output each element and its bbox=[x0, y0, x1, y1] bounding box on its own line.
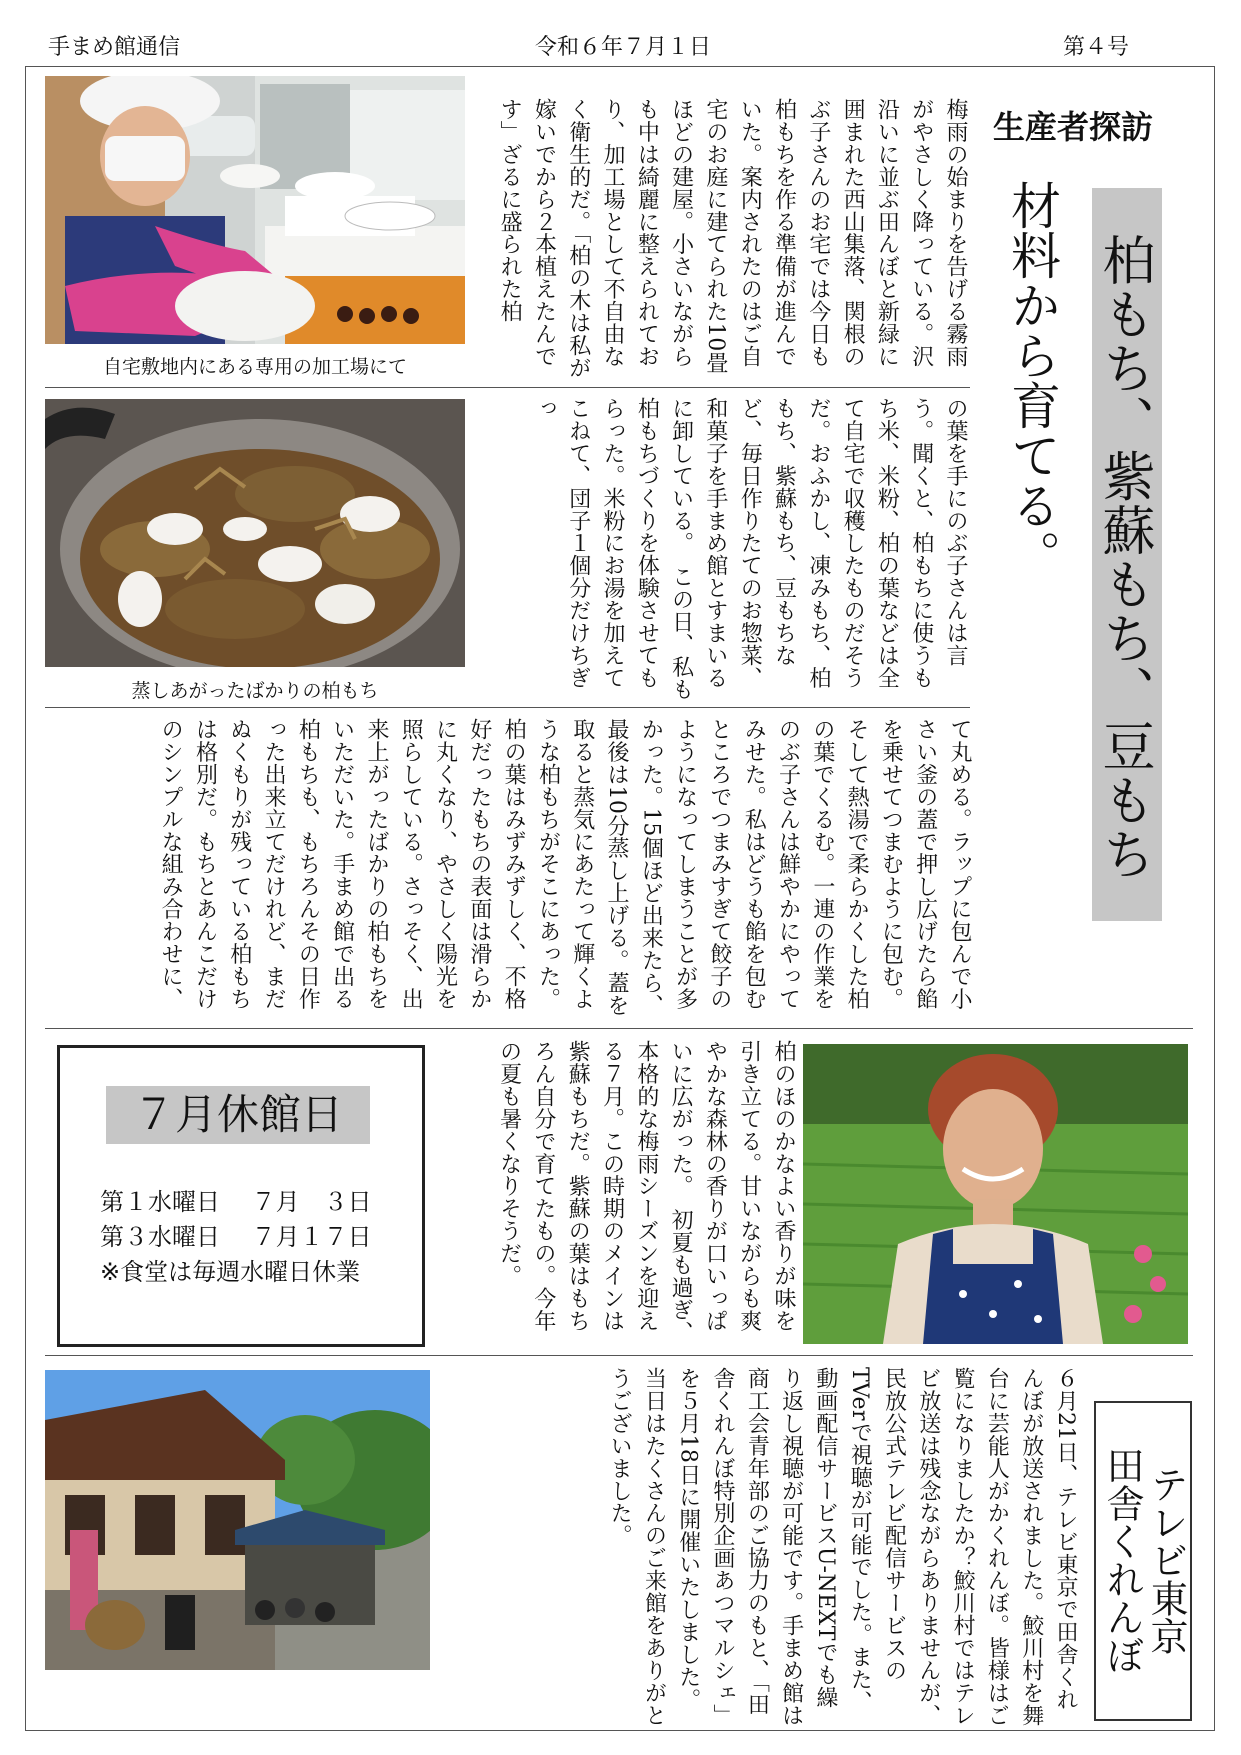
rule-left-1 bbox=[45, 387, 970, 388]
article-title: 柏もち、紫蘇もち、豆もち bbox=[1094, 232, 1155, 881]
article-text-block-3: て丸める。ラップに包んで小さい釜の蓋で押し広げたら餡を乗せてつまむように包む。そして熱湯で柔らかくした柏の葉でくるむ。一連の作業をのぶ子さんは鮮やかにやってみせた。私はどうも餡を包むところでつまみすぎて餃子のようになってしまうことが多かった。15個ほど出来たら、最後は10分蒸し上げる。蓋を取ると蒸気にあたって輝くような柏もちがそこにあった。柏の葉はみずみずしく、不格好だったもちの表面は滑らかに丸くなり、やさしく陽光を照らしている。さっそく、出来上がったばかりの柏もちをいただいた。手まめ館で出る柏もちも、もちろんその日作った出来立てだけれど、まだぬくもりが残っている柏もちは格別だ。もちとあんこだけのシンプルな組み合わせに、 bbox=[158, 718, 972, 1017]
article-text-block-4: 柏のほのかなよい香りが味を引き立てる。甘いながらも爽やかな森林の香りが口いっぱいに広がった。 初夏も過ぎ、本格的な梅雨シーズンを迎える７月。この時期のメインは紫蘇もちだ。紫蘇の葉はもちろん自分で育てたもの。今年の夏も暑くなりそうだ。 bbox=[496, 1040, 796, 1344]
holiday-title: ７月休館日 bbox=[132, 1090, 343, 1139]
photo-caption-kitchen: 自宅敷地内にある専用の加工場にて bbox=[102, 356, 407, 378]
article-subtitle bbox=[1002, 180, 1068, 950]
holiday-first-wednesday: 第１水曜日 ７月 ３日 bbox=[100, 1188, 372, 1216]
article-text-block-1: 梅雨の始まりを告げる霧雨がやさしく降っている。沢沿いに並ぶ田んぼと新緑に囲まれた西山集落、関根のぶ子さんのお宅では今日も柏もちを作る準備が進んでいた。案内されたのはご自宅のお庭に建てられた10畳ほどの建屋。小さいながらも中は綺麗に整えられており、加工場として不自由なく衛生的だ。「柏の木は私が嫁いでから２本植えたんです」ざるに盛られた柏 bbox=[497, 98, 968, 380]
rule-full-2 bbox=[45, 1355, 1193, 1356]
newsletter-name: 手まめ館通信 bbox=[48, 35, 181, 60]
photo-kitchen bbox=[45, 76, 465, 344]
tv-title-line-2: 田舎くれんぼ bbox=[1100, 1446, 1144, 1674]
photo-building-marche bbox=[45, 1370, 430, 1670]
photo-caption-mochi: 蒸しあがったばかりの柏もち bbox=[131, 680, 379, 702]
subtitle-line-1: 材料から育てる。 bbox=[1003, 180, 1061, 580]
holiday-cafeteria-note: ※食堂は毎週水曜日休業 bbox=[100, 1258, 361, 1286]
holiday-third-wednesday: 第３水曜日 ７月１７日 bbox=[100, 1223, 372, 1251]
rule-left-2 bbox=[45, 707, 970, 708]
tv-title bbox=[1098, 1405, 1188, 1715]
rule-full-1 bbox=[45, 1028, 1193, 1029]
photo-kashiwa-mochi bbox=[45, 399, 465, 667]
tv-article-text: ６月21日、テレビ東京で田舎くれんぼが放送されました。鮫川村を舞台に芸能人がかくれんぼ。皆様はご覧になりましたか？鮫川村ではテレビ放送は残念ながらありませんが、民放公式テレビ配信サービスのTVerで視聴が可能でした。また、動画配信サービスU-NEXTでも繰り返し視聴が可能です。手まめ館は商工会青年部のご協力のもと、「田舎くれんぼ特別企画あつマルシェ」を５月18日に開催いたしました。当日はたくさんのご来館をありがとうございました。 bbox=[607, 1367, 1078, 1727]
section-kicker: 生産者探訪 bbox=[993, 108, 1154, 146]
issue-date: 令和６年７月１日 bbox=[535, 35, 712, 60]
article-text-block-2: の葉を手にのぶ子さんは言う。聞くと、柏もちに使うもち米、米粉、柏の葉などは全て自宅で収穫したものだそうだ。おふかし、凍みもち、柏もち、紫蘇もち、豆もちなど、毎日作りたてのお惣菜、和菓子を手まめ館とすまいるに卸している。 この日、私も柏もちづくりを体験させてもらった。米粉にお湯を加えてこねて、団子１個分だけちぎっ bbox=[531, 397, 968, 701]
issue-number: 第４号 bbox=[1063, 35, 1130, 60]
photo-portrait bbox=[803, 1044, 1188, 1344]
tv-title-line-1: テレビ東京 bbox=[1144, 1465, 1188, 1655]
